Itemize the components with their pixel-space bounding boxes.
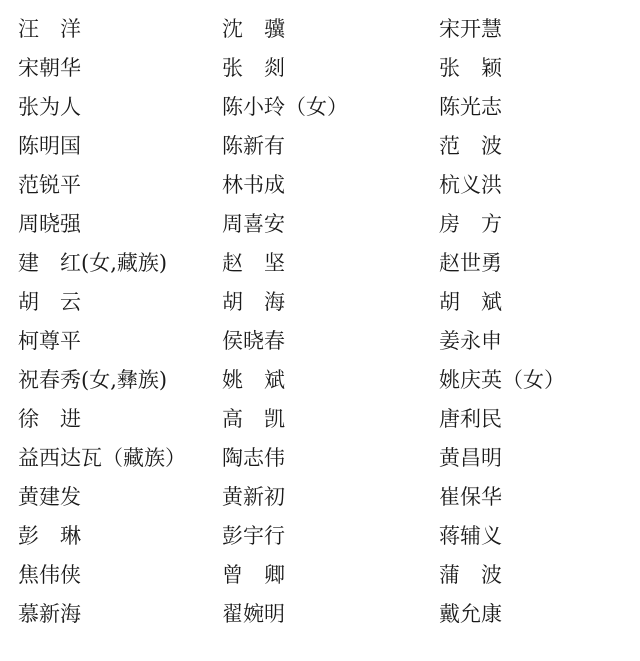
roster-row — [0, 400, 640, 439]
name-entry: 姚 斌 — [222, 368, 285, 392]
roster-row — [0, 10, 640, 49]
name-entry: 彭宇行 — [222, 524, 285, 548]
name-entry: 戴允康 — [439, 602, 502, 626]
name-entry: 曾 卿 — [222, 563, 285, 587]
name-entry: 陈光志 — [439, 95, 502, 119]
roster-row — [0, 595, 640, 634]
roster-row — [0, 166, 640, 205]
name-entry: 蒋辅义 — [439, 524, 502, 548]
name-entry: 益西达瓦（藏族） — [18, 446, 186, 470]
name-entry: 姚庆英（女） — [439, 368, 565, 392]
name-entry: 柯尊平 — [18, 329, 81, 353]
name-entry: 建 红(女,藏族) — [18, 251, 168, 275]
name-entry: 蒲 波 — [439, 563, 502, 587]
name-entry: 姜永申 — [439, 329, 502, 353]
name-entry: 陈新有 — [222, 134, 285, 158]
name-entry: 房 方 — [439, 212, 502, 236]
name-entry: 陈小玲（女） — [222, 95, 348, 119]
name-entry: 胡 云 — [18, 290, 81, 314]
name-entry: 唐利民 — [439, 407, 502, 431]
name-entry: 赵 坚 — [222, 251, 285, 275]
name-entry: 胡 海 — [222, 290, 285, 314]
name-entry: 汪 洋 — [18, 17, 81, 41]
name-entry: 翟婉明 — [222, 602, 285, 626]
roster-row — [0, 244, 640, 283]
name-entry: 侯晓春 — [222, 329, 285, 353]
name-entry: 张 颖 — [439, 56, 502, 80]
roster-row — [0, 49, 640, 88]
roster-row — [0, 517, 640, 556]
roster-row — [0, 478, 640, 517]
name-entry: 黄建发 — [18, 485, 81, 509]
name-roster — [0, 10, 640, 634]
roster-row — [0, 361, 640, 400]
name-entry: 周晓强 — [18, 212, 81, 236]
name-entry: 杭义洪 — [439, 173, 502, 197]
name-entry: 崔保华 — [439, 485, 502, 509]
name-entry: 周喜安 — [222, 212, 285, 236]
name-entry: 范 波 — [439, 134, 502, 158]
name-entry: 沈 骥 — [222, 17, 285, 41]
name-entry: 张为人 — [18, 95, 81, 119]
roster-row — [0, 556, 640, 595]
name-entry: 高 凯 — [222, 407, 285, 431]
name-entry: 宋朝华 — [18, 56, 81, 80]
roster-row — [0, 127, 640, 166]
name-entry: 赵世勇 — [439, 251, 502, 275]
name-entry: 陈明国 — [18, 134, 81, 158]
roster-row — [0, 88, 640, 127]
name-entry: 黄新初 — [222, 485, 285, 509]
roster-row — [0, 283, 640, 322]
roster-row — [0, 205, 640, 244]
name-entry: 范锐平 — [18, 173, 81, 197]
name-entry: 陶志伟 — [222, 446, 285, 470]
name-entry: 黄昌明 — [439, 446, 502, 470]
name-entry: 林书成 — [222, 173, 285, 197]
roster-row — [0, 439, 640, 478]
name-entry: 胡 斌 — [439, 290, 502, 314]
name-entry: 徐 进 — [18, 407, 81, 431]
name-entry: 张 剡 — [222, 56, 285, 80]
name-entry: 焦伟侠 — [18, 563, 81, 587]
name-entry: 慕新海 — [18, 602, 81, 626]
name-entry: 宋开慧 — [439, 17, 502, 41]
roster-row — [0, 322, 640, 361]
name-entry: 彭 琳 — [18, 524, 81, 548]
name-entry: 祝春秀(女,彝族) — [18, 368, 168, 392]
